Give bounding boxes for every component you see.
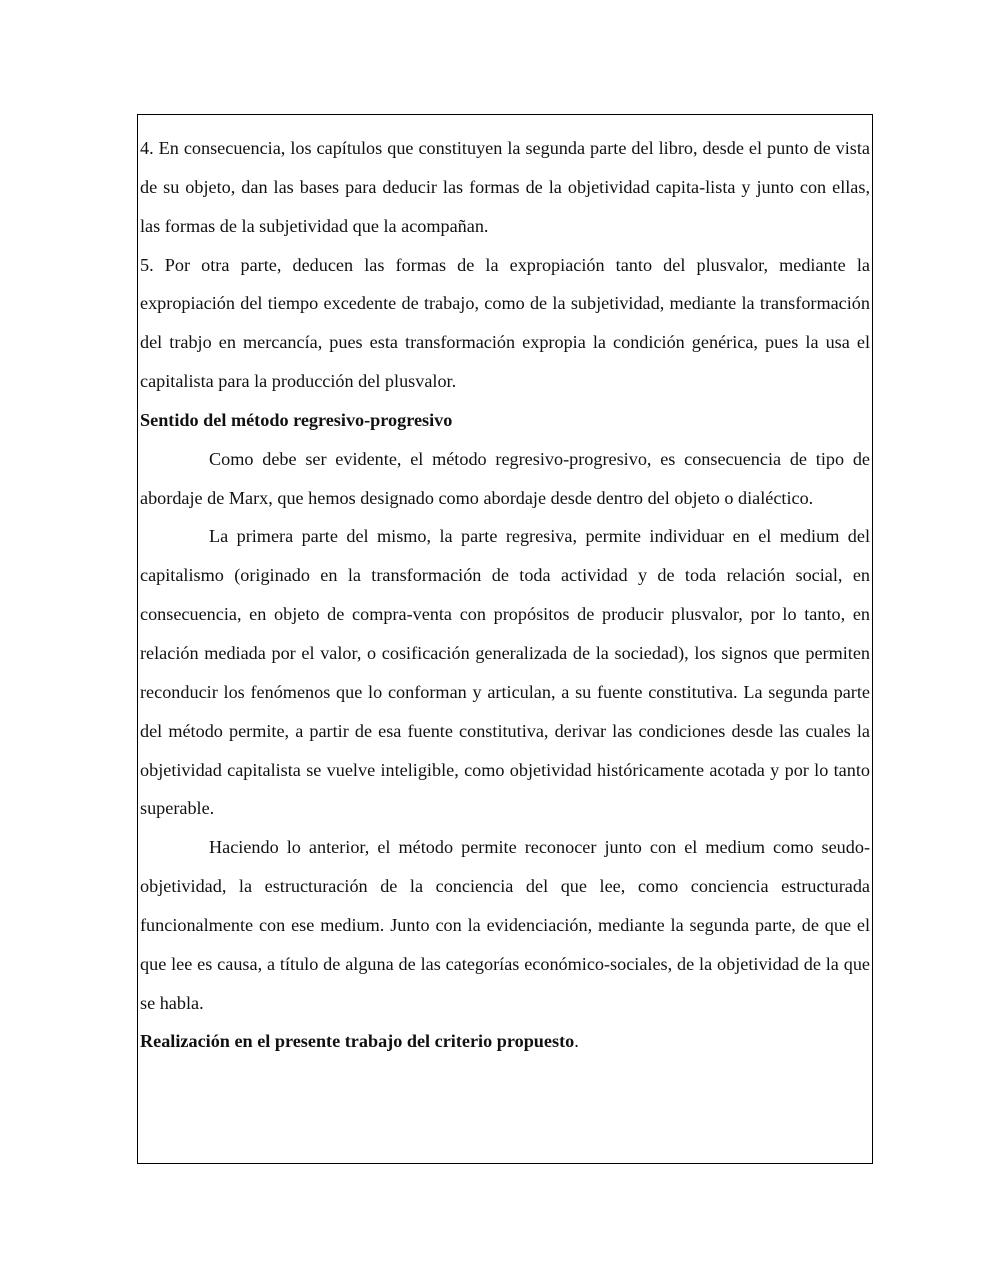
section-heading-realization [140,1022,870,1061]
paragraph-method-parts: La primera parte del mismo, la parte regresiva, permite individuar en el medium del capitalismo (originado en la transformación de toda actividad y de toda relación social, en consecuencia, en objeto de compra-venta con propósitos de producir plusvalor, por lo tanto, en relación mediada por el valor, o cosificación generalizada de la sociedad), los signos que permiten reconducir los fenómenos que lo conforman y articulan, a su fuente constitutiva. La segunda parte del método permite, a partir de esa fuente constitutiva, derivar las condiciones desde las cuales la objetividad capitalista se vuelve inteligible, como objetividad históricamente acotada y por lo tanto superable. [140,526,870,819]
paragraph-item-5: 5. Por otra parte, deducen las formas de la expropiación tanto del plusvalor, mediante la expropiación del tiempo excedente de trabajo, como de la subjetividad, mediante la transformación del trabjo en mercancía, pues esta transformación expropia la condición genérica, pues la usa el capitalista para la producción del plusvalor. [140,254,870,392]
paragraph-method-consciousness: Haciendo lo anterior, el método permite reconocer junto con el medium como seudo-objetividad, la estructuración de la conciencia del que lee, como conciencia estructurada funcionalmente con ese medium. Junto con la evidenciación, mediante la segunda parte, de que el que lee es causa, a título de alguna de las categorías económico-sociales, de la objetividad de la que se habla. [140,837,870,1013]
section-heading-realization-period: . [574,1031,579,1052]
bordered-text-frame [137,114,873,1164]
paragraph-item-4: 4. En consecuencia, los capítulos que constituyen la segunda parte del libro, desde el punto de vista de su objeto, dan las bases para deducir las formas de la objetividad capita-lista y junto con ellas, las formas de la subjetividad que la acompañan. [140,138,870,236]
paragraph-method-evident: Como debe ser evidente, el método regresivo-progresivo, es consecuencia de tipo de abordaje de Marx, que hemos designado como abordaje desde dentro del objeto o dialéctico. [140,448,870,508]
section-heading-realization-text: Realización en el presente trabajo del criterio propuesto [140,1031,575,1052]
document-body [140,129,870,1061]
section-heading-method: Sentido del método regresivo-progresivo [140,409,453,430]
